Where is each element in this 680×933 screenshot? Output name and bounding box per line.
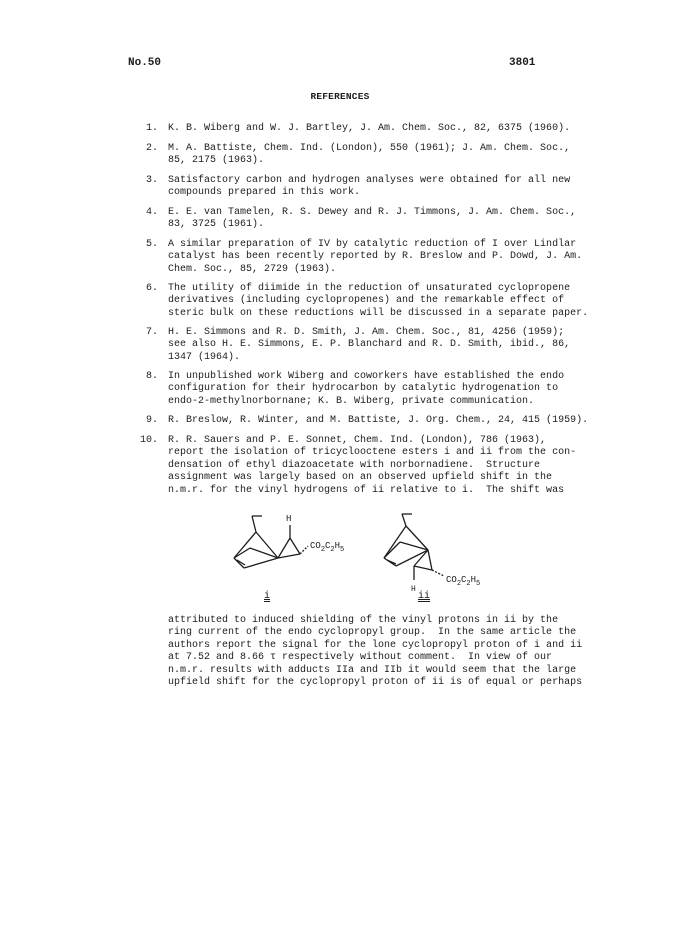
reference-text-line: 83, 3725 (1961). <box>168 219 265 231</box>
reference-number: 6. <box>145 283 158 294</box>
reference-text-line: M. A. Battiste, Chem. Ind. (London), 550 (1961); J. Am. Chem. Soc., <box>168 143 571 154</box>
continuation-paragraph <box>168 615 588 689</box>
reference-text-line: endo-2-methylnorbornane; K. B. Wiberg, private communication. <box>168 395 535 407</box>
reference-number: 10. <box>139 435 158 446</box>
reference-number: 8. <box>145 371 158 382</box>
reference-text-line: E. E. van Tamelen, R. S. Dewey and R. J. Timmons, J. Am. Chem. Soc., <box>168 207 577 218</box>
reference-number: 1. <box>145 123 158 134</box>
reference-text-line: In unpublished work Wiberg and coworkers have established the endo <box>168 371 565 382</box>
structure-i <box>220 508 380 588</box>
reference-number: 9. <box>145 415 158 426</box>
reference-text-line: report the isolation of tricyclooctene esters i and ii from the con- <box>168 447 577 459</box>
reference-text-line: Satisfactory carbon and hydrogen analyses were obtained for all new <box>168 175 571 186</box>
continuation-line: n.m.r. results with adducts IIa and IIb it would seem that the large <box>168 664 577 676</box>
structure-ii <box>370 508 510 598</box>
continuation-line: at 7.52 and 8.66 τ respectively without comment. In view of our <box>168 652 553 664</box>
reference-text-line: A similar preparation of IV by catalytic reduction of I over Lindlar <box>168 239 577 250</box>
reference-text-line: K. B. Wiberg and W. J. Bartley, J. Am. Chem. Soc., 82, 6375 (1960). <box>168 123 571 134</box>
reference-text-line: derivatives (including cyclopropenes) and the remarkable effect of <box>168 295 565 307</box>
structure-ii-substituent: $CO_2C_2H_5$ <box>446 575 481 588</box>
reference-text-line: R. R. Sauers and P. E. Sonnet, Chem. Ind. (London), 786 (1963), <box>168 435 547 446</box>
reference-text-line: configuration for their hydrocarbon by catalytic hydrogenation to <box>168 383 559 395</box>
reference-text-line: 85, 2175 (1963). <box>168 155 265 167</box>
reference-text-line: assignment was largely based on an observed upfield shift in the <box>168 472 553 484</box>
journal-issue-number: No.50 <box>128 57 162 69</box>
reference-number: 3. <box>145 175 158 186</box>
reference-text-line: 1347 (1964). <box>168 351 241 363</box>
structure-ii-h-label: H <box>411 585 416 594</box>
structure-i-h-label: H <box>286 514 292 524</box>
reference-number: 7. <box>145 327 158 338</box>
reference-text-line: Chem. Soc., 85, 2729 (1963). <box>168 263 337 275</box>
reference-text-line: compounds prepared in this work. <box>168 187 361 199</box>
reference-text-line: catalyst has been recently reported by R. Breslow and P. Dowd, J. Am. <box>168 251 583 263</box>
continuation-line: upfield shift for the cyclopropyl proton of ii is of equal or perhaps <box>168 677 583 689</box>
reference-text-line: steric bulk on these reductions will be discussed in a separate paper. <box>168 307 589 319</box>
reference-text-line: see also H. E. Simmons, E. P. Blanchard and R. D. Smith, ibid., 86, <box>168 339 571 351</box>
reference-number: 4. <box>145 207 158 218</box>
reference-text-line: H. E. Simmons and R. D. Smith, J. Am. Chem. Soc., 81, 4256 (1959); <box>168 327 565 338</box>
structure-i-label: i <box>264 591 271 602</box>
reference-text-line: R. Breslow, R. Winter, and M. Battiste, J. Org. Chem., 24, 415 (1959). <box>168 415 589 426</box>
reference-text-line: densation of ethyl diazoacetate with norbornadiene. Structure <box>168 459 541 471</box>
page-number: 3801 <box>509 57 536 69</box>
reference-number: 5. <box>145 239 158 250</box>
references-heading: REFERENCES <box>310 91 370 102</box>
continuation-line: ring current of the endo cyclopropyl group. In the same article the <box>168 627 577 639</box>
continuation-line: authors report the signal for the lone cyclopropyl proton of i and ii <box>168 639 583 651</box>
structure-ii-label: ii <box>418 591 431 602</box>
reference-text-line: The utility of diimide in the reduction of unsaturated cyclopropene <box>168 283 571 294</box>
reference-text-line: n.m.r. for the vinyl hydrogens of ii relative to i. The shift was <box>168 484 565 496</box>
continuation-line: attributed to induced shielding of the vinyl protons in ii by the <box>168 615 559 626</box>
reference-number: 2. <box>145 143 158 154</box>
structure-i-substituent: $CO_2C_2H_5$ <box>310 541 345 554</box>
